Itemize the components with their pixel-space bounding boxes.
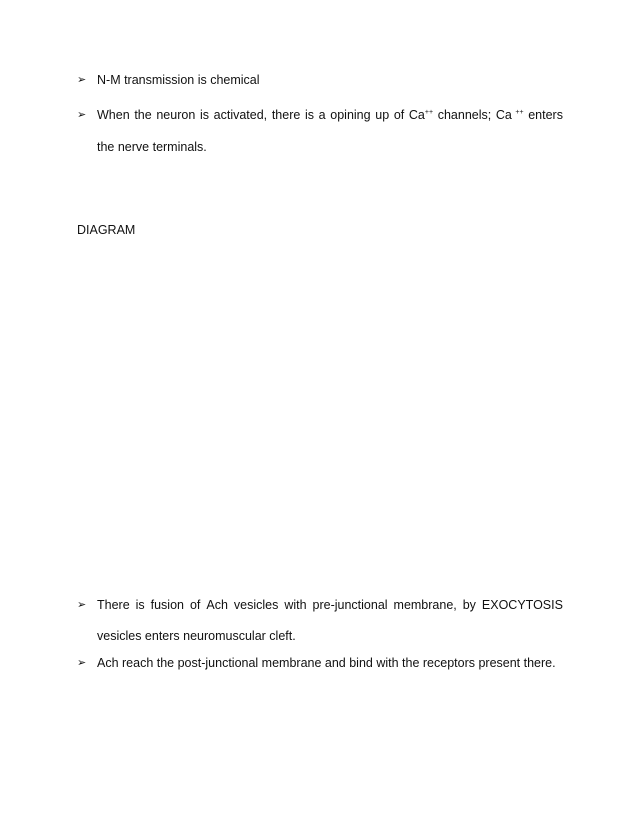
word: Ach [206,598,228,612]
bullet-text: Ach reach the post-junctional membrane and bind with the receptors present there. [97,656,556,670]
word: of [189,598,201,612]
superscript: ++ [515,109,524,116]
word: of [393,108,405,122]
bullet-text-line [97,596,563,614]
word: EXOCYTOSIS [481,598,563,612]
arrow-bullet-icon: ➢ [77,599,87,611]
word: There [97,598,130,612]
calcium-term [409,106,433,124]
word: fusion [150,598,184,612]
arrow-bullet-icon: ➢ [77,657,87,669]
bullet-text-line [97,106,563,124]
word: neuron [156,108,196,122]
bullet-text-line: vesicles enters neuromuscular cleft. [97,629,296,643]
word: channels; [437,108,492,122]
word: up [375,108,390,122]
word: pre-junctional [312,598,388,612]
bullet-text-line: the nerve terminals. [97,140,207,154]
superscript: ++ [424,109,434,116]
word: Ca [408,108,425,122]
word: there [271,108,301,122]
word: is [199,108,209,122]
word: vesicles [233,598,279,612]
arrow-bullet-icon: ➢ [77,109,87,121]
word: with [284,598,307,612]
word: Ca [495,108,512,122]
arrow-bullet-icon: ➢ [77,74,87,86]
word: by [462,598,476,612]
word: the [134,108,152,122]
word: membrane, [393,598,457,612]
word: a [318,108,326,122]
bullet-text: N-M transmission is chemical [97,73,260,87]
word: When [97,108,130,122]
word: opining [330,108,371,122]
calcium-term [496,106,524,124]
word: is [135,598,145,612]
word: is [304,108,314,122]
diagram-heading: DIAGRAM [77,223,136,237]
word: activated, [213,108,268,122]
word: enters [528,108,563,122]
